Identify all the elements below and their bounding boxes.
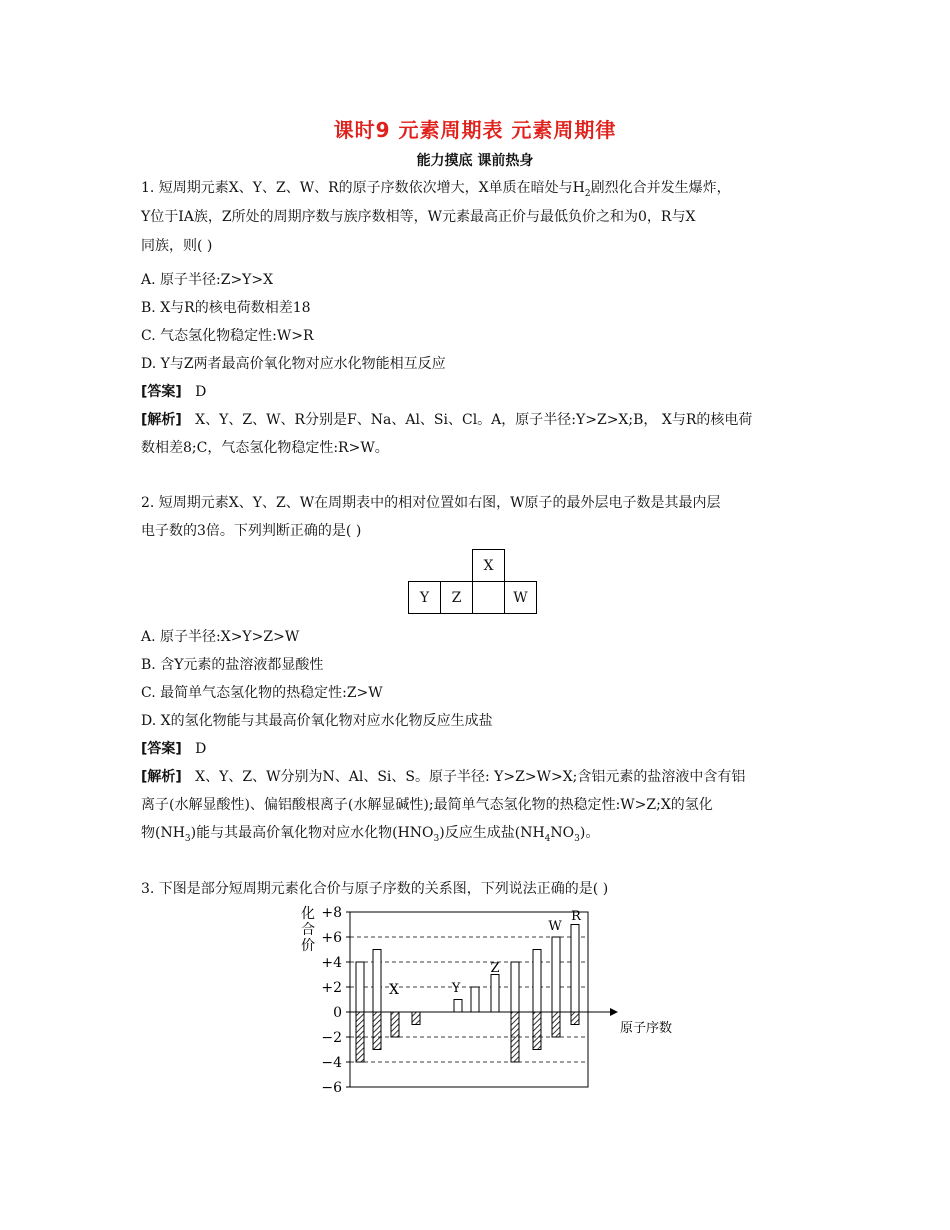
y-tick-label: −2: [321, 1030, 342, 1046]
bar-positive: [454, 1000, 462, 1013]
bar-positive: [356, 962, 364, 1012]
x-axis-label: 原子序数: [620, 1021, 673, 1036]
bar-negative: [571, 1012, 579, 1025]
analysis-label: [解析]: [141, 769, 182, 785]
cell-w: W: [505, 582, 537, 614]
cell-y: Y: [409, 582, 441, 614]
bar-negative: [552, 1012, 560, 1037]
annotation-r: R: [571, 909, 581, 924]
q2-analysis-line-3: 物$(NH_3)$能与其最高价氧化物对应水化物$(HNO_3)$反应生成盐$(NH_4NO_3)$。: [141, 825, 600, 844]
bar-positive: [373, 950, 381, 1013]
y-tick-label: +4: [321, 955, 342, 971]
q2-option-a: A. 原子半径:X>Y>Z>W: [141, 629, 300, 645]
bar-negative: [373, 1012, 381, 1050]
bar-positive: [491, 975, 499, 1013]
q1-stem-line-1: 1. 短周期元素X、Y、Z、W、R的原子序数依次增大，X单质在暗处与$H_2$剧烈化合并发生爆炸，: [141, 180, 731, 199]
annotation-x: X: [389, 982, 399, 998]
y-tick-label: +6: [321, 930, 342, 946]
q1-option-a: A. 原子半径:Z>Y>X: [141, 272, 274, 288]
y-tick-label: +2: [321, 980, 342, 996]
annotation-y: Y: [451, 981, 461, 996]
q2-stem-line-1: 2. 短周期元素X、Y、Z、W在周期表中的相对位置如右图，W原子的最外层电子数是其最内层: [141, 495, 721, 511]
y-tick-label: 0: [333, 1005, 342, 1021]
bar-negative: [412, 1012, 420, 1025]
y-tick-label: +8: [321, 905, 342, 921]
y-axis-label-char: 合: [301, 922, 315, 938]
cell-z: Z: [441, 582, 473, 614]
bar-negative: [391, 1012, 399, 1037]
q1-analysis-line-1: [解析] X、Y、Z、W、R分别是F、Na、Al、Si、Cl。A，原子半径:Y>Z>X;B， X与R的核电荷: [141, 412, 753, 428]
annotation-z: Z: [490, 961, 500, 976]
q2-option-c: C. 最简单气态氢化物的热稳定性:Z>W: [141, 685, 383, 701]
y-tick-label: −6: [321, 1080, 342, 1096]
q2-analysis-line-2: 离子(水解显酸性)、偏铝酸根离子(水解显碱性);最简单气态氢化物的热稳定性:W>Z;X的氢化: [141, 797, 713, 813]
y-axis-label-char: 化: [301, 906, 315, 922]
q1-option-c: C. 气态氢化物稳定性:W>R: [141, 328, 314, 344]
q3-stem: 3. 下图是部分短周期元素化合价与原子序数的关系图，下列说法正确的是( ): [141, 881, 609, 897]
answer-label: [答案]: [141, 741, 182, 757]
bar-negative: [533, 1012, 541, 1050]
bar-negative: [511, 1012, 519, 1062]
q1-stem-line-2: Y位于ⅠA族，Z所处的周期序数与族序数相等，W元素最高正价与最低负价之和为0，R与X: [141, 209, 696, 225]
y-axis-label-char: 价: [301, 938, 315, 954]
valence-chart: [298, 898, 673, 1098]
annotation-w: W: [548, 919, 562, 934]
bar-positive: [533, 950, 541, 1013]
bar-positive: [471, 987, 479, 1012]
q1-option-b: B. X与R的核电荷数相差18: [141, 300, 311, 316]
y-tick-label: −4: [321, 1055, 342, 1071]
q2-analysis-line-1: [解析] X、Y、Z、W分别为N、Al、Si、S。原子半径: Y>Z>W>X;含铝元素的盐溶液中含有铝: [141, 769, 746, 785]
analysis-label: [解析]: [141, 412, 182, 428]
periodic-table-fragment: [408, 549, 537, 614]
answer-label: [答案]: [141, 384, 182, 400]
q2-stem-line-2: 电子数的3倍。下列判断正确的是( ): [141, 523, 362, 539]
cell-x: X: [473, 550, 505, 582]
page-title: 课时9 元素周期表 元素周期律: [333, 118, 617, 142]
section-subtitle: 能力摸底 课前热身: [416, 153, 534, 169]
bar-negative: [356, 1012, 364, 1062]
q2-answer: [答案] D: [141, 741, 207, 757]
q1-answer: [答案] D: [141, 384, 207, 400]
x-axis-arrow: [610, 1008, 618, 1016]
q2-option-d: D. X的氢化物能与其最高价氧化物对应水化物反应生成盐: [141, 713, 493, 729]
q1-stem-line-3: 同族，则( ): [141, 238, 213, 254]
q1-analysis-line-2: 数相差8;C，气态氢化物稳定性:R>W。: [141, 440, 389, 456]
bar-positive: [571, 925, 579, 1013]
bar-positive: [552, 937, 560, 1012]
bar-positive: [511, 962, 519, 1012]
q2-option-b: B. 含Y元素的盐溶液都显酸性: [141, 657, 324, 673]
q1-option-d: D. Y与Z两者最高价氧化物对应水化物能相互反应: [141, 356, 446, 372]
cell-empty: [473, 582, 505, 614]
